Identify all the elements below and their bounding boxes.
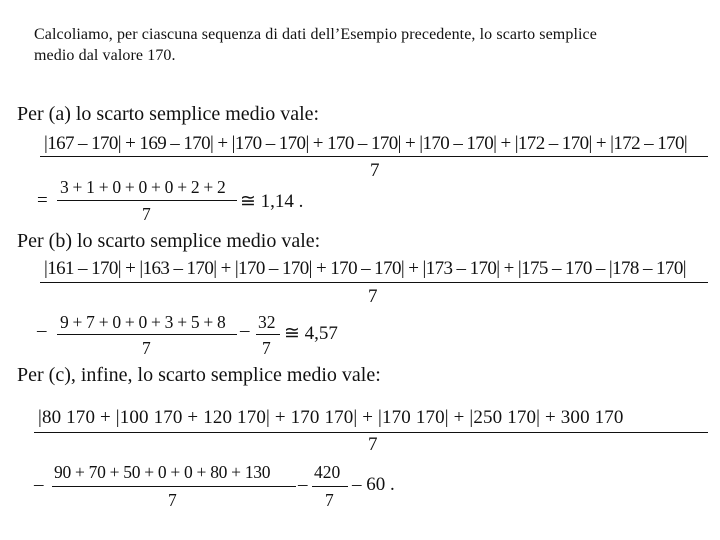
intro-line-1: Calcoliamo, per ciascuna sequenza di dati dell’Esempio precedente, lo scarto semplice: [34, 26, 597, 43]
case-b-fraction-bar: [40, 282, 708, 283]
case-b-simplified-numerator: 9 + 7 + 0 + 0 + 3 + 5 + 8: [60, 312, 226, 332]
case-c-equals-2: –: [298, 474, 308, 495]
case-c-simplified-bar: [52, 486, 296, 487]
case-b-equals: –: [37, 320, 47, 341]
case-c-fraction-bar: [34, 432, 708, 433]
case-c-heading: Per (c), infine, lo scarto semplice medio vale:: [17, 364, 381, 386]
case-c-result: – 60 .: [352, 474, 395, 495]
case-a-simplified-bar: [57, 200, 237, 201]
case-c-fraction-2-denominator: 7: [325, 490, 334, 510]
case-a-denominator: 7: [370, 160, 380, 181]
case-a-heading: Per (a) lo scarto semplice medio vale:: [17, 103, 320, 125]
case-b-denominator: 7: [368, 286, 378, 307]
case-c-simplified-denominator: 7: [168, 490, 177, 510]
case-b-simplified-denominator: 7: [142, 338, 151, 358]
case-c-numerator: |80 170 + |100 170 + 120 170| + 170 170| + |170 170| + |250 170| + 300 170: [38, 407, 624, 428]
case-a-fraction-bar: [40, 156, 708, 157]
case-b-fraction-2-denominator: 7: [262, 338, 271, 358]
case-b-fraction-2-bar: [256, 334, 280, 335]
case-b-equals-2: –: [240, 320, 250, 341]
case-a-simplified-denominator: 7: [142, 204, 151, 224]
case-b-numerator: |161 – 170| + |163 – 170| + |170 – 170| + 170 – 170| + |173 – 170| + |175 – 170 – |178 – 170|: [44, 258, 686, 279]
case-c-fraction-2-bar: [312, 486, 348, 487]
case-b-heading: Per (b) lo scarto semplice medio vale:: [17, 230, 321, 252]
case-b-fraction-2-numerator: 32: [258, 312, 276, 332]
case-a-numerator: |167 – 170| + 169 – 170| + |170 – 170| + 170 – 170| + |170 – 170| + |172 – 170| + |172 – 170|: [44, 133, 688, 154]
case-a-equals: =: [37, 190, 48, 211]
intro-line-2: medio dal valore 170.: [34, 47, 176, 64]
case-c-denominator: 7: [368, 434, 378, 455]
case-a-result: ≅ 1,14 .: [240, 191, 304, 212]
case-a-simplified-numerator: 3 + 1 + 0 + 0 + 0 + 2 + 2: [60, 177, 226, 197]
case-c-simplified-numerator: 90 + 70 + 50 + 0 + 0 + 80 + 130: [54, 462, 271, 482]
case-b-simplified-bar: [57, 334, 237, 335]
case-c-fraction-2-numerator: 420: [314, 462, 341, 482]
case-c-equals: –: [34, 474, 44, 495]
case-b-result: ≅ 4,57: [284, 323, 338, 344]
